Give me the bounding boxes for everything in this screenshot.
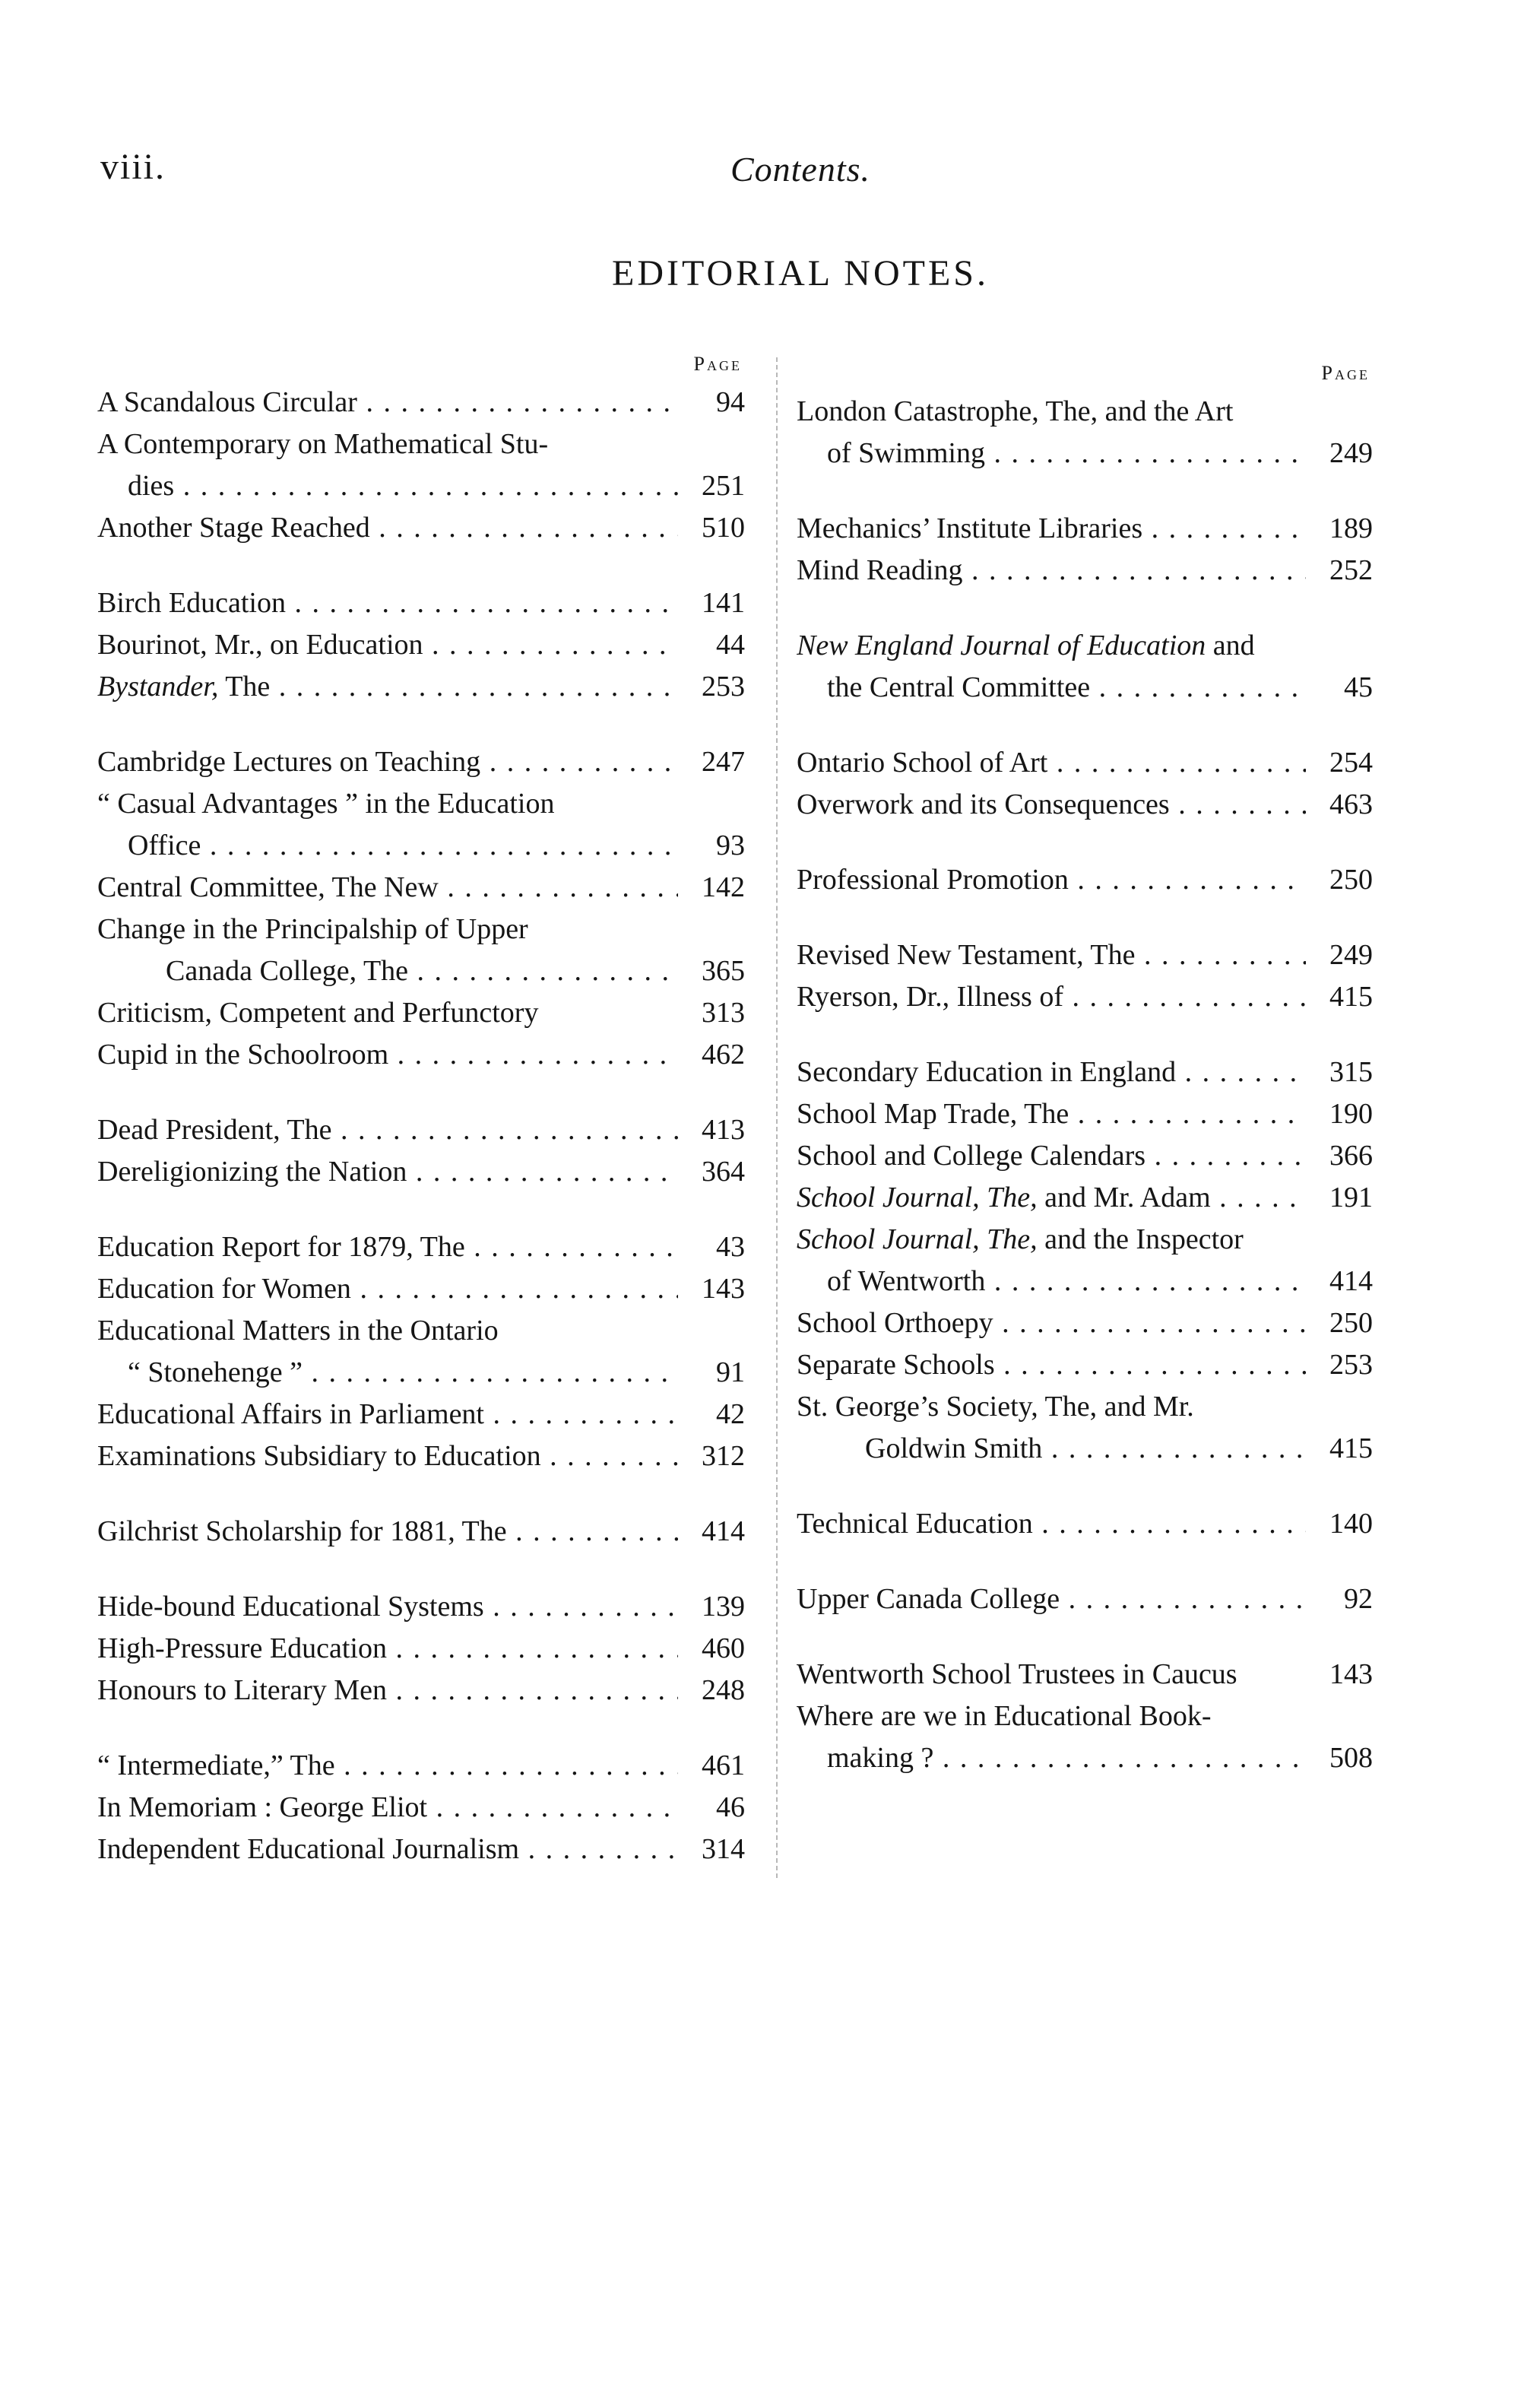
entry-title: Bystander, The . . . [97,666,678,708]
index-entry [97,1226,745,1268]
index-entry [797,1386,1373,1428]
index-entry [97,950,745,992]
index-entry [97,582,745,624]
entry-title: London Catastrophe, The, and the Art [797,395,1234,427]
entry-title: School Map Trade, The . . . [797,1093,1306,1135]
index-entry [97,1435,745,1477]
entry-page-number: 190 [1329,1098,1373,1130]
entry-page-number: 249 [1329,939,1373,971]
index-entry [97,1586,745,1628]
index-entry [797,1302,1373,1344]
index-group [97,382,745,549]
entry-title: Education Report for 1879, The . . . [97,1226,678,1268]
index-entry [97,1394,745,1435]
entry-page-number: 253 [702,671,745,703]
entry-title: dies . . . [97,465,678,507]
index-group [797,934,1373,1018]
entry-title: making ? . . . [797,1737,1306,1779]
index-entry [797,1578,1373,1620]
entry-title: Where are we in Educational Book- [797,1700,1212,1732]
index-group [797,1052,1373,1470]
index-entry [97,1829,745,1870]
entry-title: High-Pressure Education . . . [97,1628,678,1670]
index-group [797,391,1373,474]
entry-page-number: 510 [702,512,745,544]
index-group [97,1586,745,1711]
section-title: EDITORIAL NOTES. [612,253,989,293]
index-group [797,508,1373,592]
entry-page-number: 365 [702,955,745,987]
index-entry [797,784,1373,826]
entry-page-number: 415 [1329,1432,1373,1464]
index-group [797,742,1373,826]
index-entry [97,1787,745,1829]
index-entry [797,1052,1373,1093]
index-group [797,1503,1373,1545]
index-group [97,741,745,1076]
entry-title: Mechanics’ Institute Libraries . . . [797,508,1306,550]
entry-page-number: 252 [1329,554,1373,586]
index-entry [797,742,1373,784]
entry-page-number: 315 [1329,1056,1373,1088]
entry-page-number: 44 [716,629,745,661]
entry-title: Upper Canada College . . . [797,1578,1306,1620]
entry-page-number: 364 [702,1156,745,1188]
index-entry [97,992,745,1034]
entry-page-number: 415 [1329,981,1373,1013]
entry-title: Central Committee, The New . . . [97,867,678,909]
index-entry [97,1310,745,1352]
index-entry [97,1352,745,1394]
entry-title: Another Stage Reached . . . [97,507,678,549]
index-entry [797,934,1373,976]
entry-title: Independent Educational Journalism . . . [97,1829,678,1870]
entry-page-number: 313 [702,997,745,1029]
entry-title: Ontario School of Art . . . [797,742,1306,784]
entry-page-number: 42 [716,1398,745,1430]
index-entry [797,433,1373,474]
index-entry [97,1034,745,1076]
index-entry [97,1151,745,1193]
index-entry [797,859,1373,901]
index-entry [97,507,745,549]
index-entry [797,391,1373,433]
index-group [797,625,1373,709]
index-column-left [97,347,745,1904]
entry-title: Cambridge Lectures on Teaching . . . [97,741,678,783]
index-entry [797,1503,1373,1545]
index-group [797,859,1373,901]
running-title: Contents. [730,150,871,189]
entry-page-number: 413 [702,1114,745,1146]
entry-page-number: 191 [1329,1182,1373,1213]
entry-title: Dead President, The . . . [97,1109,678,1151]
index-entry [797,1654,1373,1696]
column-divider [776,357,778,1878]
entry-page-number: 248 [702,1674,745,1706]
entry-page-number: 460 [702,1632,745,1664]
entry-title: of Swimming . . . [797,433,1306,474]
entry-title: Canada College, The . . . [97,950,678,992]
index-entry [97,382,745,423]
entry-title: Bourinot, Mr., on Education . . . [97,624,678,666]
index-entry [97,867,745,909]
index-entry [797,667,1373,709]
entry-title: Change in the Principalship of Upper [97,913,528,945]
entry-page-number: 93 [716,830,745,861]
entry-page-number: 251 [702,470,745,502]
entry-title: Ryerson, Dr., Illness of . . . [797,976,1306,1018]
index-group [797,1578,1373,1620]
index-column-right [797,347,1373,1813]
entry-title: New England Journal of Education and [797,630,1255,661]
entry-title: Examinations Subsidiary to Education . . . [97,1435,678,1477]
index-entry [97,825,745,867]
entry-title: Goldwin Smith . . . [797,1428,1306,1470]
entry-page-number: 250 [1329,864,1373,896]
index-entry [797,1135,1373,1177]
entry-title: School and College Calendars . . . [797,1135,1306,1177]
entry-page-number: 254 [1329,747,1373,779]
entry-page-number: 250 [1329,1307,1373,1339]
entry-page-number: 139 [702,1591,745,1623]
entry-page-number: 45 [1344,671,1373,703]
index-entry [797,508,1373,550]
entry-title: Honours to Literary Men . . . [97,1670,678,1711]
entry-page-number: 140 [1329,1508,1373,1540]
index-group [97,1745,745,1870]
entry-page-number: 508 [1329,1742,1373,1774]
entry-title: Criticism, Competent and Perfunctory [97,997,539,1029]
entry-title: Birch Education . . . [97,582,678,624]
index-entry [97,1268,745,1310]
entry-title: “ Casual Advantages ” in the Education [97,788,555,820]
index-entry [97,1109,745,1151]
entry-title: Educational Matters in the Ontario [97,1315,499,1347]
index-entry [797,1219,1373,1261]
index-entry [797,1261,1373,1302]
entry-page-number: 92 [1344,1583,1373,1615]
entry-page-number: 247 [702,746,745,778]
entry-title: Educational Affairs in Parliament . . . [97,1394,678,1435]
entry-title: Wentworth School Trustees in Caucus [797,1658,1237,1690]
entry-title: Hide-bound Educational Systems . . . [97,1586,678,1628]
entry-page-number: 312 [702,1440,745,1472]
entry-page-number: 461 [702,1749,745,1781]
entry-title: Education for Women . . . [97,1268,678,1310]
entry-page-number: 414 [1329,1265,1373,1297]
index-entry [97,1511,745,1553]
index-entry [97,741,745,783]
index-entry [797,1093,1373,1135]
entry-page-number: 91 [716,1356,745,1388]
entry-title: Technical Education . . . [797,1503,1306,1545]
index-group [97,1226,745,1477]
index-entry [97,666,745,708]
index-entry [797,1344,1373,1386]
entry-title: Revised New Testament, The . . . [797,934,1306,976]
entry-title: “ Intermediate,” The . . . [97,1745,678,1787]
entry-title: of Wentworth . . . [797,1261,1306,1302]
entry-page-number: 46 [716,1791,745,1823]
entry-title: Dereligionizing the Nation . . . [97,1151,678,1193]
index-entry [97,1670,745,1711]
index-entry [97,465,745,507]
entry-page-number: 142 [702,871,745,903]
entry-title: Secondary Education in England . . . [797,1052,1306,1093]
index-entry [97,423,745,465]
entry-page-number: 253 [1329,1349,1373,1381]
entry-title: Separate Schools . . . [797,1344,1306,1386]
index-entry [97,1628,745,1670]
index-group [97,582,745,708]
entry-page-number: 249 [1329,437,1373,469]
entry-title: School Journal, The, and the Inspector [797,1223,1244,1255]
entry-title: A Scandalous Circular . . . [97,382,678,423]
entry-title: Professional Promotion . . . [797,859,1306,901]
entry-title: A Contemporary on Mathematical Stu- [97,428,549,460]
entry-page-number: 414 [702,1515,745,1547]
entry-page-number: 143 [1329,1658,1373,1690]
index-entry [797,1428,1373,1470]
index-group [797,1654,1373,1779]
entry-page-number: 189 [1329,512,1373,544]
index-entry [797,976,1373,1018]
entry-title: Office . . . [97,825,678,867]
index-entry [97,624,745,666]
entry-page-number: 462 [702,1039,745,1071]
entry-title: In Memoriam : George Eliot . . . [97,1787,678,1829]
index-entry [797,1696,1373,1737]
entry-page-number: 143 [702,1273,745,1305]
entry-title: Overwork and its Consequences . . . [797,784,1306,826]
entry-page-number: 366 [1329,1140,1373,1172]
entry-page-number: 141 [702,587,745,619]
page-number: viii. [100,147,166,187]
entry-title: Mind Reading . . . [797,550,1306,592]
entry-title: School Journal, The, and Mr. Adam . . . [797,1177,1306,1219]
entry-title: “ Stonehenge ” . . . [97,1352,678,1394]
entry-page-number: 314 [702,1833,745,1865]
entry-page-number: 463 [1329,788,1373,820]
index-entry [797,1177,1373,1219]
entry-title: School Orthoepy . . . [797,1302,1306,1344]
entry-title: St. George’s Society, The, and Mr. [797,1391,1194,1423]
index-entry [797,625,1373,667]
index-group [97,1511,745,1553]
index-group [97,1109,745,1193]
entry-title: the Central Committee . . . [797,667,1306,709]
index-entry [97,909,745,950]
index-entry [97,1745,745,1787]
page-column-heading: Page [693,353,742,375]
entry-title: Gilchrist Scholarship for 1881, The . . . [97,1511,678,1553]
index-entry [97,783,745,825]
entry-page-number: 94 [716,386,745,418]
entry-page-number: 43 [716,1231,745,1263]
index-entry [797,1737,1373,1779]
entry-title: Cupid in the Schoolroom . . . [97,1034,678,1076]
page-column-heading: Page [1321,362,1370,384]
index-entry [797,550,1373,592]
